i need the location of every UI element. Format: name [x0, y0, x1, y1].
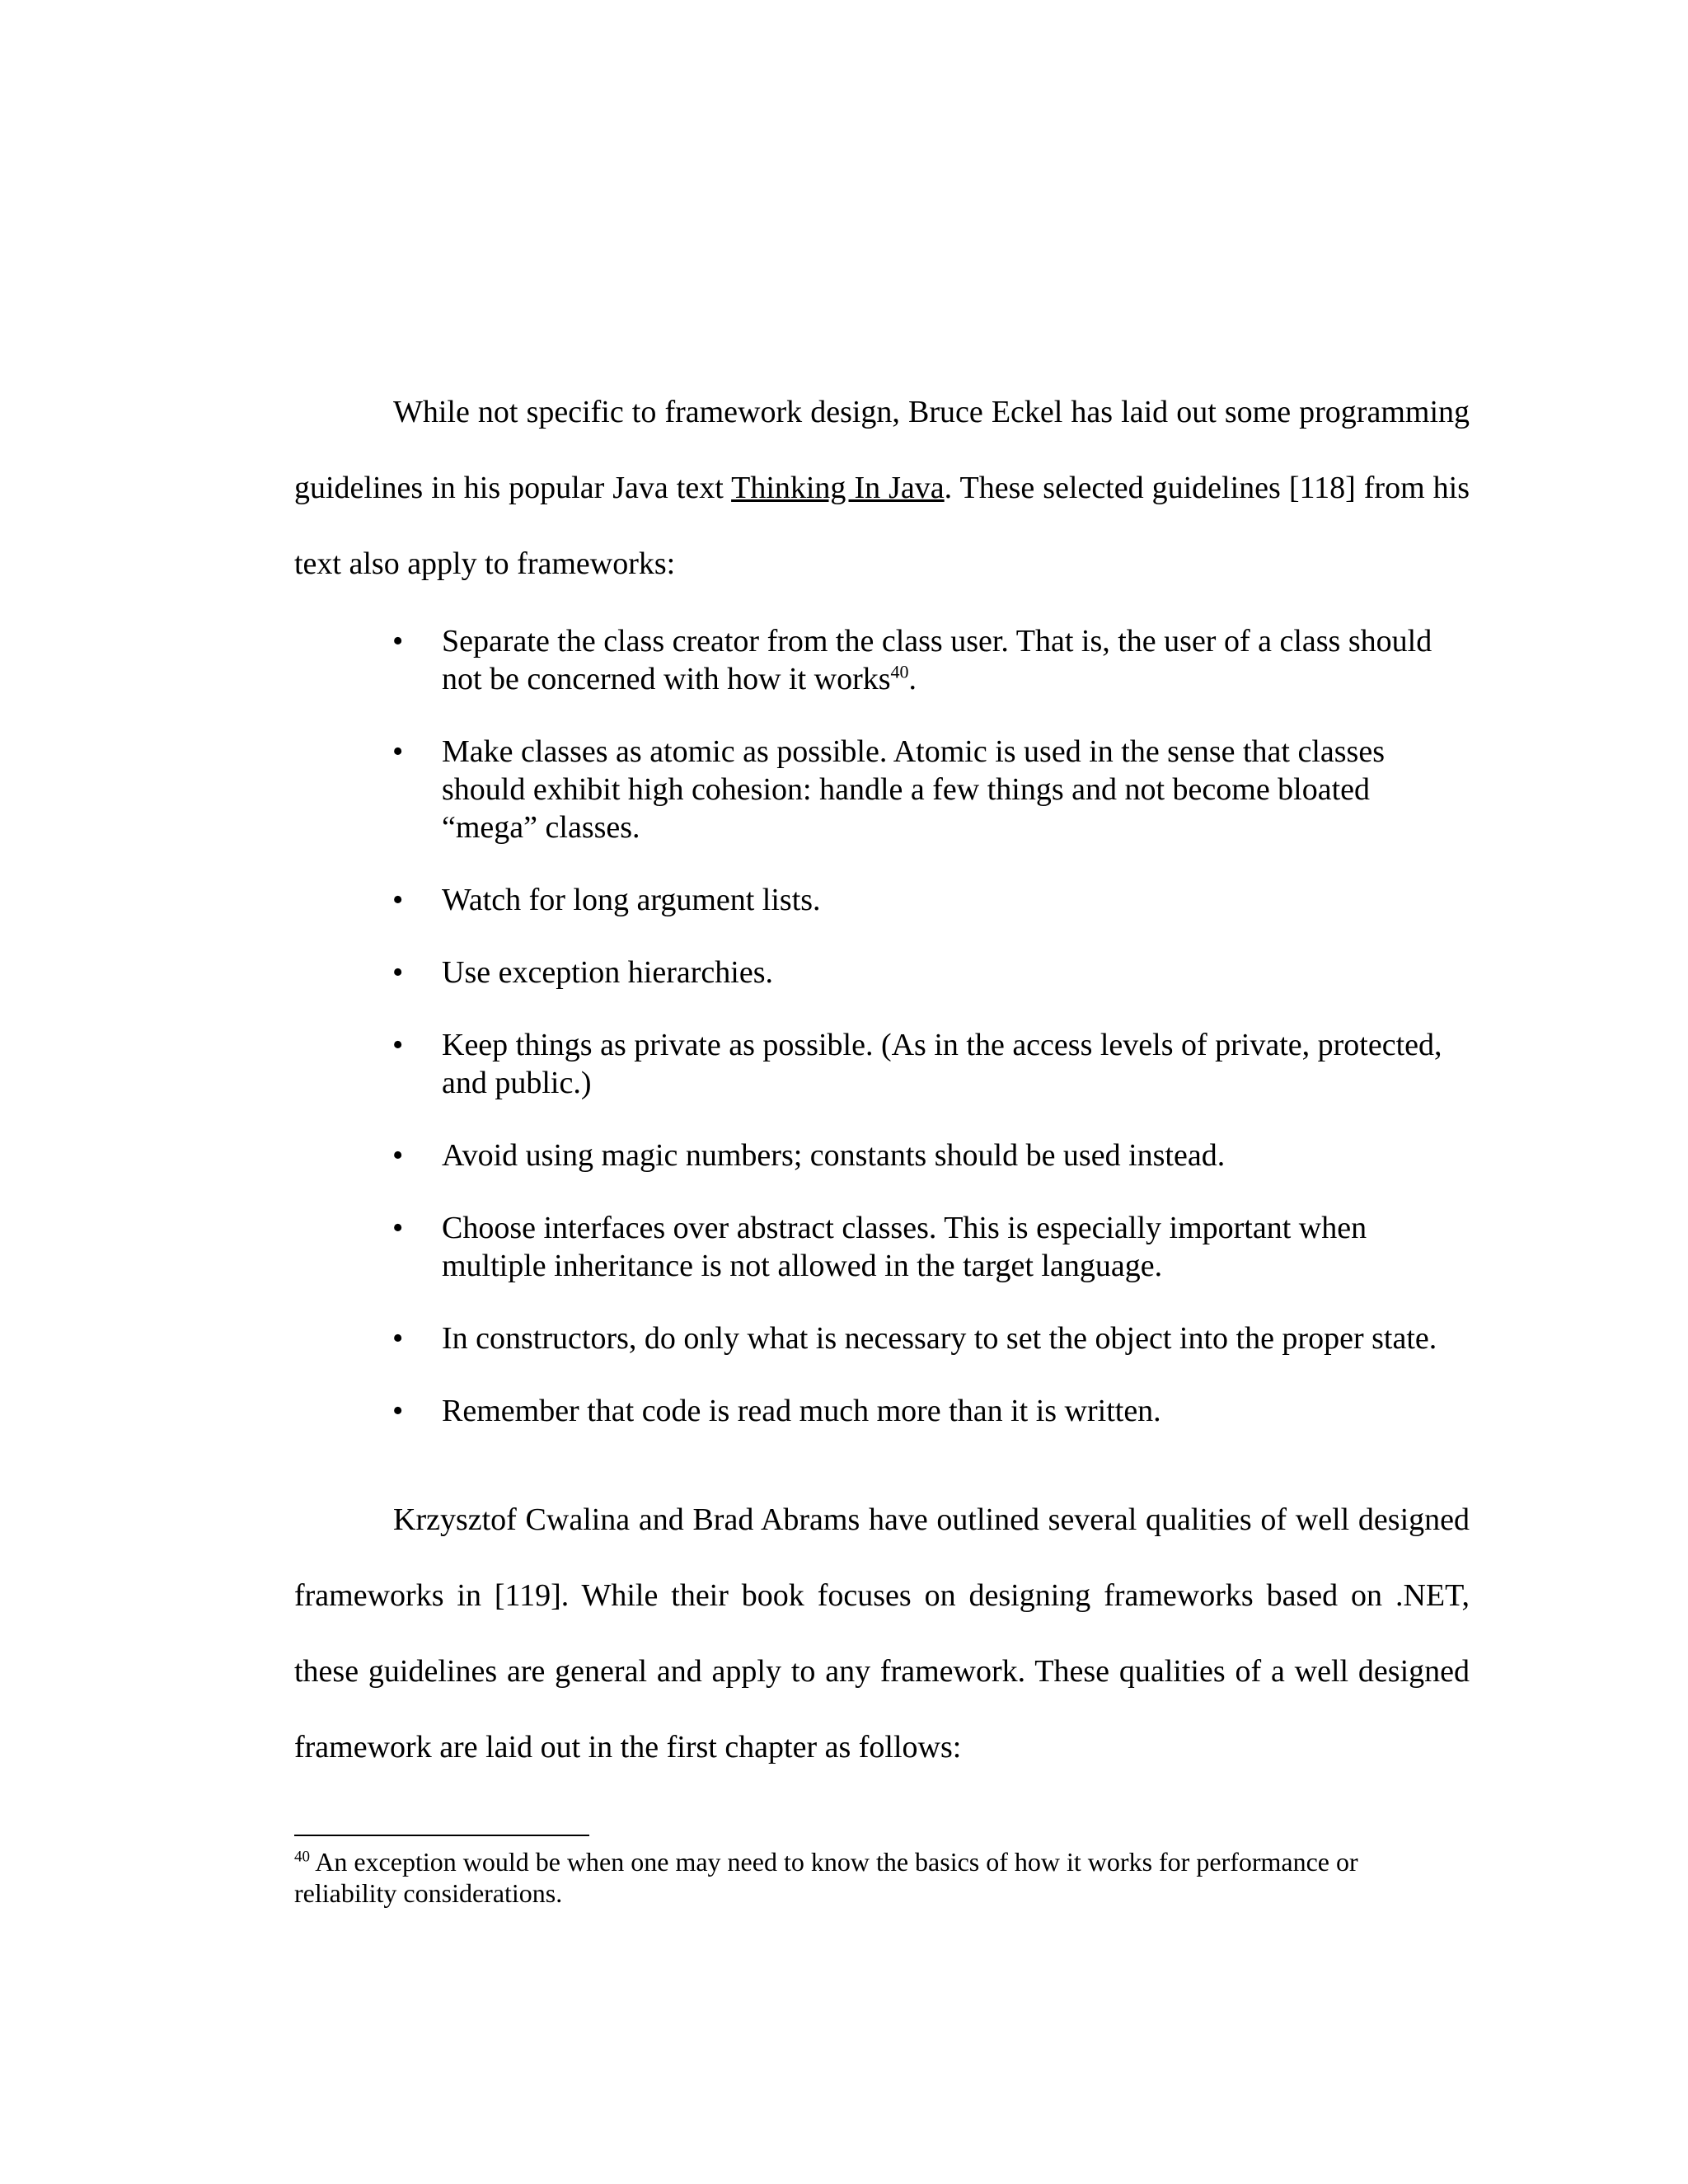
bullet-icon: •	[392, 734, 404, 769]
cwalina-paragraph	[294, 1482, 1470, 1785]
footnote-separator	[294, 1835, 589, 1836]
list-item: • In constructors, do only what is necessary to set the object into the proper state.	[392, 1321, 1437, 1356]
list-item: • Choose interfaces over abstract classes. This is especially important when multiple inheritance is not allowed in the target language.	[392, 1211, 1367, 1283]
bullet-icon: •	[392, 1028, 404, 1062]
bullet-icon: •	[392, 1394, 404, 1428]
cwalina-paragraph-text: Krzysztof Cwalina and Brad Abrams have outlined several qualities of well designed frameworks in [119]. While their book focuses on designing frameworks based on .NET, these guidelines are general and apply to any framework. These qualities of a well designed framework are laid out in the first chapter as follows:	[294, 1502, 1470, 1765]
bullet-icon: •	[392, 1321, 404, 1356]
bullet-icon: •	[392, 955, 404, 990]
intro-paragraph-text: While not specific to framework design, Bruce Eckel has laid out some programming guidelines in his popular Java text	[294, 395, 1470, 505]
list-item: • Separate the class creator from the class user. That is, the user of a class should not be concerned with how it works$^{40}$.	[392, 624, 1432, 696]
list-item: • Avoid using magic numbers; constants should be used instead.	[392, 1138, 1226, 1173]
footnote-text: An exception would be when one may need to know the basics of how it works for performance or reliability considerations.	[294, 1847, 1358, 1908]
bullet-icon: •	[392, 1138, 404, 1173]
list-item: • Keep things as private as possible. (As in the access levels of private, protected, and public.)	[392, 1028, 1442, 1100]
list-item: • Use exception hierarchies.	[392, 955, 773, 990]
intro-paragraph	[294, 374, 1470, 602]
footnote-reference: 40	[890, 661, 909, 682]
footnote-number: 40	[294, 1848, 310, 1866]
book-title: Thinking In Java	[731, 471, 945, 505]
bullet-icon: •	[392, 883, 404, 917]
bullet-icon: •	[392, 624, 404, 658]
intro-paragraph-text-end: . These selected guidelines [118] from his text also apply to frameworks:	[294, 471, 1470, 581]
list-item: • Remember that code is read much more than it is written.	[392, 1394, 1161, 1428]
bullet-icon: •	[392, 1211, 404, 1245]
guidelines-list	[392, 622, 1464, 1465]
list-item: • Make classes as atomic as possible. Atomic is used in the sense that classes should exhibit high cohesion: handle a few things and not become bloated “mega” classes.	[392, 734, 1385, 845]
footnote	[294, 1846, 1465, 1909]
list-item: • Watch for long argument lists.	[392, 883, 821, 917]
